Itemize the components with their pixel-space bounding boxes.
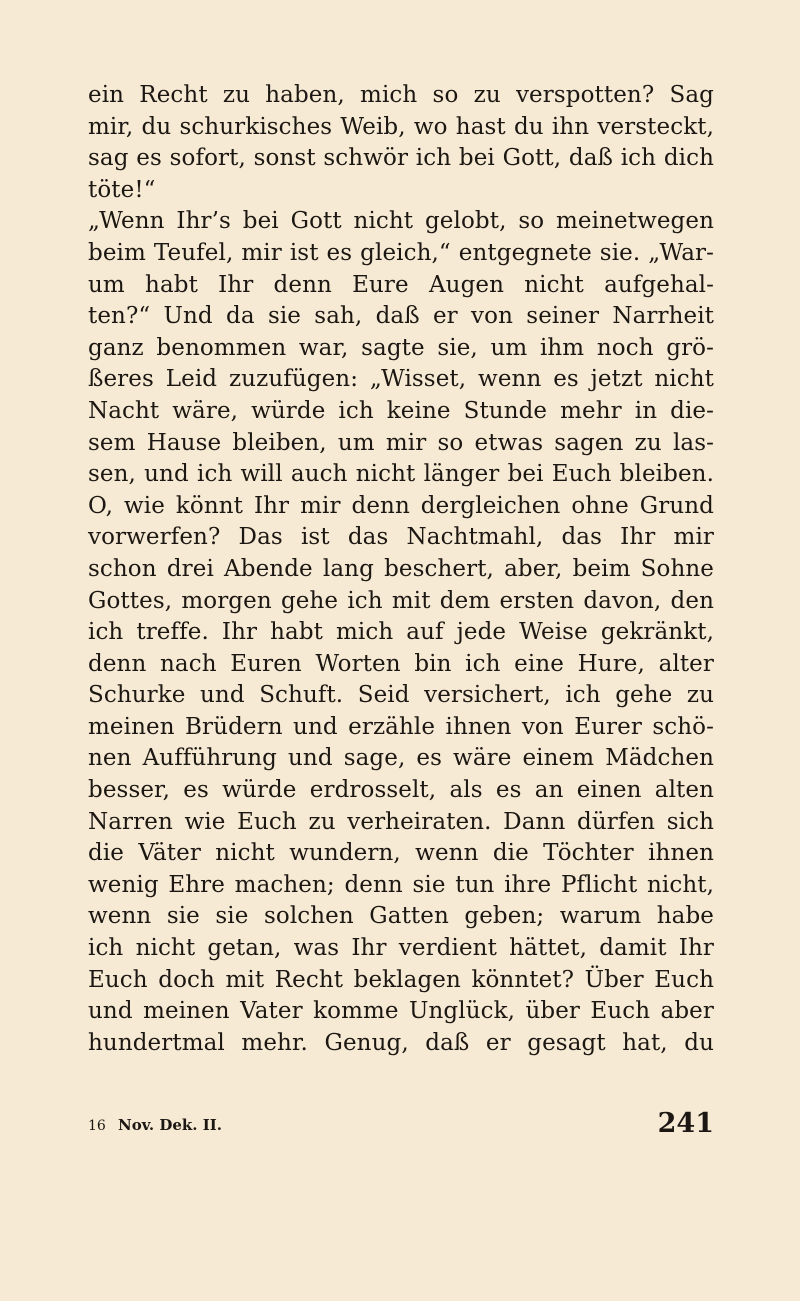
text-line: ein Recht zu haben, mich so zu verspotten? Sag bbox=[88, 82, 714, 108]
text-line: Narren wie Euch zu verheiraten. Dann dürfen sich bbox=[88, 808, 714, 835]
text-line: die Väter nicht wundern, wenn die Töchter ihnen bbox=[88, 840, 714, 867]
text-line: und meinen Vater komme Unglück, über Euch aber bbox=[88, 998, 714, 1025]
text-line: um habt Ihr denn Eure Augen nicht aufgehal- bbox=[88, 271, 714, 298]
text-line: schon drei Abende lang beschert, aber, beim Sohne bbox=[88, 555, 714, 582]
text-line: Nacht wäre, würde ich keine Stunde mehr in die- bbox=[88, 397, 714, 424]
text-line: denn nach Euren Worten bin ich eine Hure, alter bbox=[88, 650, 714, 677]
body-text bbox=[88, 80, 714, 1059]
text-line: töte!“ bbox=[88, 176, 156, 203]
text-line: wenn sie sie solchen Gatten geben; warum habe bbox=[88, 903, 714, 930]
text-line: vorwerfen? Das ist das Nachtmahl, das Ihr mir bbox=[88, 524, 714, 551]
signature-number: 16 bbox=[88, 1118, 106, 1134]
text-line: sag es sofort, sonst schwör ich bei Gott, daß ich dich bbox=[88, 145, 714, 172]
text-line: beim Teufel, mir ist es gleich,“ entgegnete sie. „War- bbox=[88, 239, 714, 266]
text-line: sem Hause bleiben, um mir so etwas sagen zu las- bbox=[88, 429, 714, 456]
text-line: ich treffe. Ihr habt mich auf jede Weise gekränkt, bbox=[88, 619, 714, 646]
text-line: wenig Ehre machen; denn sie tun ihre Pflicht nicht, bbox=[88, 871, 714, 898]
text-line: Gottes, morgen gehe ich mit dem ersten davon, den bbox=[88, 587, 714, 614]
text-line: ten?“ Und da sie sah, daß er von seiner Narrheit bbox=[88, 303, 714, 330]
text-line: ganz benommen war, sagte sie, um ihm noch grö- bbox=[88, 334, 714, 361]
text-line: sen, und ich will auch nicht länger bei Euch bleiben. bbox=[88, 461, 714, 488]
text-line: ich nicht getan, was Ihr verdient hättet, damit Ihr bbox=[88, 935, 714, 962]
text-line: hundertmal mehr. Genug, daß er gesagt hat, du bbox=[88, 1029, 714, 1056]
text-line: Euch doch mit Recht beklagen könntet? Über Euch bbox=[88, 966, 714, 993]
page-footer bbox=[88, 1108, 714, 1142]
page-number: 241 bbox=[657, 1108, 714, 1139]
text-line: meinen Brüdern und erzähle ihnen von Eurer schö- bbox=[88, 713, 714, 740]
text-line: ßeres Leid zuzufügen: „Wisset, wenn es jetzt nicht bbox=[88, 366, 714, 393]
text-line: „Wenn Ihr’s bei Gott nicht gelobt, so meinetwegen bbox=[88, 208, 714, 235]
text-line: mir, du schurkisches Weib, wo hast du ihn versteckt, bbox=[88, 113, 714, 140]
text-line: Schurke und Schuft. Seid versichert, ich gehe zu bbox=[88, 682, 714, 709]
text-line: nen Aufführung und sage, es wäre einem Mädchen bbox=[88, 745, 714, 772]
text-line: O, wie könnt Ihr mir denn dergleichen ohne Grund bbox=[88, 492, 714, 519]
signature-mark: Nov. Dek. II. bbox=[118, 1116, 223, 1134]
text-line: besser, es würde erdrosselt, als es an einen alten bbox=[88, 777, 714, 804]
